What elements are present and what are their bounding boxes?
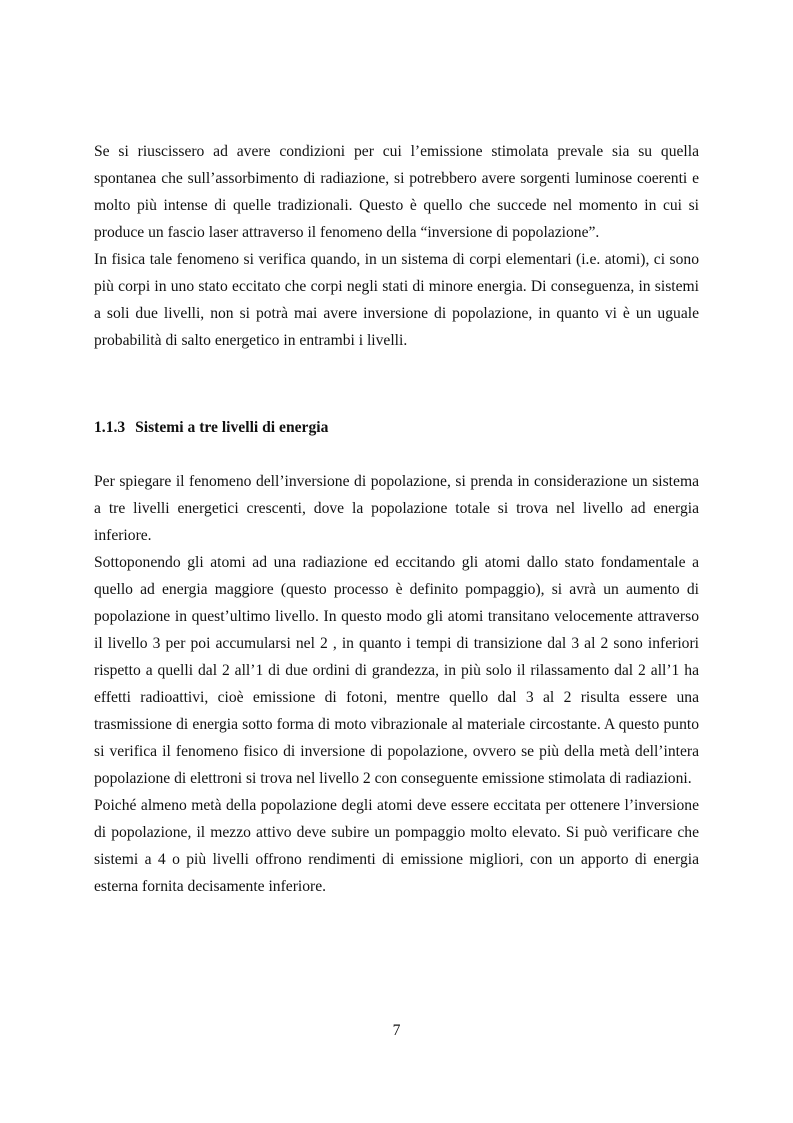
paragraph-population-inversion-definition: In fisica tale fenomeno si verifica quando, in un sistema di corpi elementari (i.e. atomi), ci sono più corpi in uno stato eccitato che corpi negli stati di minore energia. Di conseguenza, in sistemi a soli due livelli, non si potrà mai avere inversione di popolazione, in quanto vi è un uguale probabilità di salto energetico in entrambi i livelli. — [94, 251, 699, 349]
intro-text-block — [94, 138, 699, 354]
section-title: Sistemi a tre livelli di energia — [135, 419, 329, 436]
section-body — [94, 468, 699, 900]
section-number: 1.1.3 — [94, 419, 126, 436]
section-heading — [94, 414, 328, 441]
paragraph-pumping-requirements: Poiché almeno metà della popolazione degli atomi deve essere eccitata per ottenere l’inversione di popolazione, il mezzo attivo deve subire un pompaggio molto elevato. Si può verificare che sistemi a 4 o più livelli offrono rendimenti di emissione migliori, con un apporto di energia esterna fornita decisamente inferiore. — [94, 797, 699, 895]
page-number: 7 — [392, 1022, 401, 1039]
paragraph-pumping-process: Sottoponendo gli atomi ad una radiazione ed eccitando gli atomi dallo stato fondamentale a quello ad energia maggiore (questo processo è definito pompaggio), si avrà un aumento di popolazione in quest’ultimo livello. In questo modo gli atomi transitano velocemente attraverso il livello 3 per poi accumularsi nel 2 , in quanto i tempi di transizione dal 3 al 2 sono inferiori rispetto a quelli dal 2 all’1 di due ordini di grandezza, in più solo il rilassamento dal 2 all’1 ha effetti radioattivi, cioè emissione di fotoni, mentre quello dal 3 al 2 risulta essere una trasmissione di energia sotto forma di moto vibrazionale al materiale circostante. A questo punto si verifica il fenomeno fisico di inversione di popolazione, ovvero se più della metà dell’intera popolazione di elettroni si trova nel livello 2 con conseguente emissione stimolata di radiazioni. — [94, 554, 699, 787]
paragraph-three-level-system: Per spiegare il fenomeno dell’inversione di popolazione, si prenda in considerazione un sistema a tre livelli energetici crescenti, dove la popolazione totale si trova nel livello ad energia inferiore. — [94, 473, 699, 544]
paragraph-stimulated-emission: Se si riuscissero ad avere condizioni per cui l’emissione stimolata prevale sia su quella spontanea che sull’assorbimento di radiazione, si potrebbero avere sorgenti luminose coerenti e molto più intense di quelle tradizionali. Questo è quello che succede nel momento in cui si produce un fascio laser attraverso il fenomeno della “inversione di popolazione”. — [94, 143, 699, 241]
